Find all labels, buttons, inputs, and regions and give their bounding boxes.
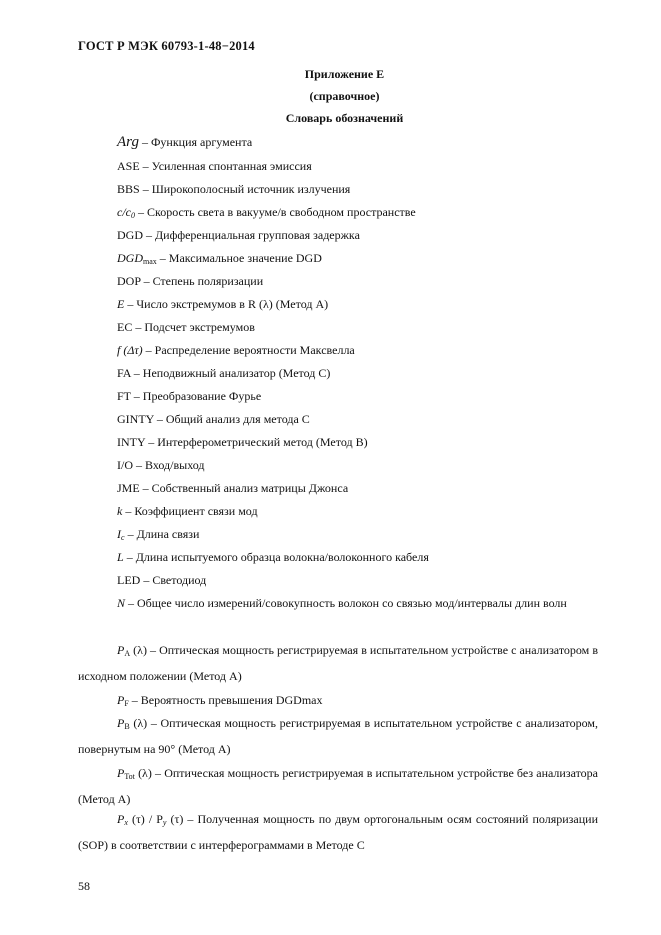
- entry-text: – Подсчет экстремумов: [132, 320, 255, 334]
- entry-text: – Коэффициент связи мод: [122, 504, 258, 518]
- entry-symbol: P: [117, 812, 125, 826]
- entry-text: – Оптическая мощность регистрируемая в испытательном устройстве с анализатором, повернутым на 90° (Метод А): [78, 716, 599, 756]
- entry-subscript: A: [124, 649, 131, 658]
- glossary-entry: [78, 639, 598, 688]
- entry-subscript-2: y: [162, 818, 167, 827]
- entry-symbol-suffix: (τ) / P: [127, 812, 163, 826]
- entry-symbol-suffix: (λ): [130, 643, 147, 657]
- glossary-entry: [78, 712, 598, 761]
- glossary-entry: [117, 412, 310, 426]
- entry-text: – Широкополосный источник излучения: [139, 182, 351, 196]
- glossary-entry: [117, 573, 206, 587]
- glossary-entry: [117, 504, 258, 518]
- entry-text: – Степень поляризации: [140, 274, 264, 288]
- entry-symbol: N: [117, 596, 126, 610]
- entry-subscript: x: [124, 818, 128, 827]
- entry-subscript: B: [124, 722, 130, 731]
- entry-symbol: c/c: [117, 205, 131, 219]
- entry-symbol: I/O: [117, 458, 133, 472]
- entry-text: – Общее число измерений/совокупность волокон со связью мод/интервалы длин волн: [125, 596, 567, 610]
- glossary-entry: [117, 435, 368, 449]
- entry-text: – Длина связи: [124, 527, 200, 541]
- glossary-entry: [117, 389, 261, 403]
- entry-symbol: JME: [117, 481, 140, 495]
- appendix-title: Приложение Е: [304, 67, 385, 81]
- glossary-entry: [117, 458, 205, 472]
- entry-symbol: P: [117, 766, 125, 780]
- entry-symbol: DGD: [117, 251, 143, 265]
- glossary-entry: [78, 592, 598, 615]
- entry-symbol: GINTY: [117, 412, 154, 426]
- entry-symbol-suffix-2: (τ): [166, 812, 184, 826]
- appendix-kind: (справочное): [309, 89, 380, 103]
- glossary-entry: [117, 320, 255, 334]
- entry-symbol: P: [117, 716, 125, 730]
- entry-text: – Оптическая мощность регистрируемая в испытательном устройстве без анализатора (Метод А): [78, 766, 599, 806]
- glossary-entry: [117, 550, 429, 564]
- entry-text: – Оптическая мощность регистрируемая в испытательном устройстве с анализатором в исходном положении (Метод А): [78, 643, 598, 683]
- entry-symbol: ASE: [117, 159, 140, 173]
- glossary-entry: [117, 228, 360, 242]
- entry-text: – Число экстремумов в R (λ) (Метод А): [124, 297, 329, 311]
- entry-symbol: FA: [117, 366, 131, 380]
- entry-symbol: FT: [117, 389, 131, 403]
- entry-subscript: Tot: [124, 772, 135, 781]
- entry-symbol-suffix: (λ): [129, 716, 148, 730]
- entry-subscript: c: [121, 533, 125, 542]
- glossary-entry: [117, 366, 330, 380]
- entry-symbol: f (Δτ): [117, 343, 143, 357]
- entry-text: – Собственный анализ матрицы Джонса: [139, 481, 349, 495]
- entry-symbol: P: [117, 643, 125, 657]
- entry-text: – Скорость света в вакууме/в свободном пространстве: [135, 205, 416, 219]
- entry-text: – Распределение вероятности Максвелла: [142, 343, 355, 357]
- glossary-entry: [117, 527, 199, 545]
- glossary-entry: [117, 251, 322, 269]
- entry-symbol: INTY: [117, 435, 146, 449]
- entry-symbol: L: [117, 550, 124, 564]
- glossary-entry: [117, 274, 263, 288]
- entry-symbol: DOP: [117, 274, 141, 288]
- glossary-entry: [117, 159, 312, 173]
- standard-designation: ГОСТ Р МЭК 60793-1-48−2014: [78, 39, 255, 53]
- page-number: 58: [78, 879, 90, 893]
- glossary-entry: [117, 343, 355, 357]
- entry-symbol: k: [117, 504, 123, 518]
- glossary-entry: [117, 182, 350, 196]
- entry-text: – Дифференциальная групповая задержка: [143, 228, 360, 242]
- entry-text: – Вероятность превышения DGDmax: [128, 693, 323, 707]
- entry-subscript: 0: [131, 211, 135, 220]
- entry-text: – Длина испытуемого образца волокна/волоконного кабеля: [123, 550, 429, 564]
- glossary-entry: [78, 762, 598, 811]
- entry-text: – Преобразование Фурье: [130, 389, 262, 403]
- glossary-entry: [117, 135, 252, 149]
- glossary-entry: [117, 205, 416, 223]
- entry-text: – Светодиод: [140, 573, 207, 587]
- entry-text: – Максимальное значение DGD: [156, 251, 322, 265]
- entry-symbol: DGD: [117, 228, 143, 242]
- glossary-title: Словарь обозначений: [285, 111, 404, 125]
- entry-symbol: Arg: [117, 134, 139, 150]
- entry-subscript: F: [124, 699, 129, 708]
- entry-symbol: EC: [117, 320, 133, 334]
- entry-symbol: I: [117, 527, 121, 541]
- entry-symbol: E: [117, 297, 125, 311]
- entry-text: – Усиленная спонтанная эмиссия: [139, 159, 312, 173]
- entry-symbol: BBS: [117, 182, 140, 196]
- glossary-entry: [78, 808, 598, 857]
- glossary-entry: [117, 297, 328, 311]
- entry-symbol: LED: [117, 573, 141, 587]
- entry-text: – Функция аргумента: [138, 135, 253, 149]
- glossary-entry: [117, 481, 348, 495]
- entry-text: – Полученная мощность по двум ортогональным осям состояний поляризации (SOP) в соответствии с интерферограммами в Методе С: [78, 812, 598, 852]
- entry-text: – Интерферометрический метод (Метод В): [145, 435, 368, 449]
- entry-text: – Неподвижный анализатор (Метод С): [130, 366, 331, 380]
- entry-subscript: max: [143, 257, 157, 266]
- entry-symbol: P: [117, 693, 125, 707]
- entry-text: – Общий анализ для метода С: [153, 412, 310, 426]
- entry-symbol-suffix: (λ): [134, 766, 152, 780]
- entry-text: – Вход/выход: [133, 458, 205, 472]
